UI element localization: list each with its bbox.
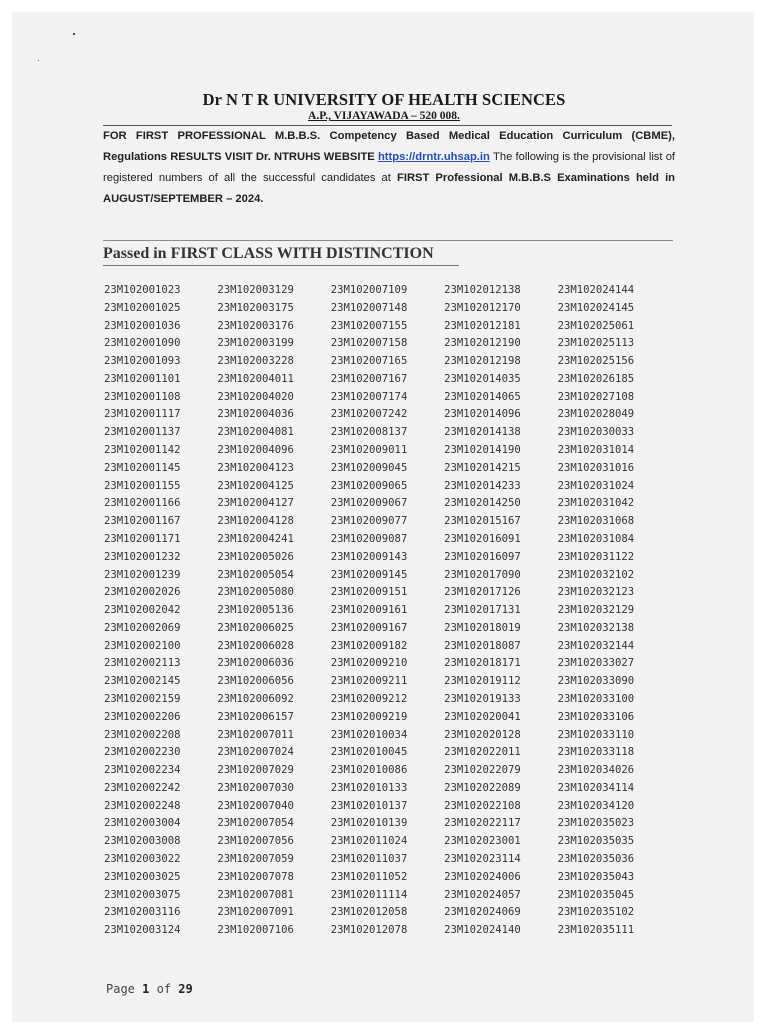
registration-number: 23M102003176 [217,319,294,332]
registration-number: 23M102003228 [217,355,294,368]
registration-number: 23M102006157 [217,710,294,723]
registration-number: 23M102003004 [104,817,181,830]
registration-number: 23M102004241 [217,532,294,545]
registration-number: 23M102033118 [557,746,635,759]
registration-number: 23M102003025 [104,870,181,883]
registration-number: 23M102032102 [557,568,635,581]
registration-number: 23M102002100 [104,639,181,652]
section-title: Passed in FIRST CLASS WITH DISTINCTION [103,245,434,262]
registration-number: 23M102035043 [557,870,635,883]
registration-number: 23M102035035 [557,835,635,848]
registration-number: 23M102001171 [104,532,181,545]
registration-number: 23M102009145 [330,568,408,581]
registration-number: 23M102001023 [104,284,181,296]
registration-number: 23M102002248 [104,799,181,812]
registration-number: 23M102009161 [330,604,408,617]
registration-number: 23M102001166 [104,497,181,510]
registration-number: 23M102011052 [330,870,408,883]
registration-number: 23M102035045 [557,888,635,901]
registration-number: 23M102008137 [330,426,408,439]
registration-number: 23M102012198 [444,355,521,368]
registration-number: 23M102009151 [330,586,408,599]
registration-number: 23M102014035 [444,372,521,385]
registration-number: 23M102035111 [557,924,635,937]
registration-number: 23M102009077 [330,515,408,528]
scan-speck [38,60,39,61]
registration-number: 23M102031016 [557,461,635,474]
registration-number: 23M102001093 [104,355,181,368]
registration-number: 23M102007106 [217,924,294,937]
registration-number: 23M102003129 [217,284,294,296]
registration-number: 23M102018171 [444,657,521,670]
registration-number: 23M102034114 [557,781,635,794]
registration-number: 23M102014233 [444,479,521,492]
registration-number: 23M102035036 [557,853,635,865]
registration-number: 23M102012190 [444,337,521,350]
registration-number: 23M102031122 [557,550,635,563]
registration-number: 23M102006028 [217,639,294,652]
intro-paragraph [103,126,675,210]
registration-number: 23M102007056 [217,835,294,848]
registration-number: 23M102010139 [330,817,408,830]
registration-number: 23M102003199 [217,337,294,350]
registration-number: 23M102018087 [444,639,521,652]
registration-number: 23M102001239 [104,568,181,581]
registration-number-grid [104,282,674,940]
registration-number: 23M102004127 [217,497,294,510]
registration-number: 23M102009065 [330,479,408,492]
registration-number: 23M102009067 [330,497,408,510]
registration-number: 23M102002230 [104,746,181,759]
registration-number: 23M102015167 [444,515,521,528]
registration-number: 23M102030033 [557,426,635,439]
registration-number: 23M102026185 [557,372,635,385]
registration-number: 23M102009219 [330,710,408,723]
registration-number: 23M102009143 [330,550,408,563]
page-footer [106,982,193,996]
registration-number: 23M102024140 [444,924,521,937]
registration-number: 23M102010137 [330,799,408,812]
registration-number: 23M102025061 [557,319,635,332]
registration-number: 23M102017126 [444,586,521,599]
registration-number: 23M102009087 [330,532,408,545]
intro-text-1: FOR FIRST PROFESSIONAL M.B.B.S. Competency Based Medical Education Curriculum (CBME), Regulations RESULTS VISIT Dr. NTRUHS WEBSITE [103,130,675,163]
registration-number: 23M102027108 [557,390,635,403]
registration-number: 23M102032123 [557,586,635,599]
registration-number: 23M102033100 [557,692,635,705]
registration-number: 23M102001108 [104,390,181,403]
registration-number: 23M102007167 [330,372,408,385]
registration-number: 23M102034026 [557,764,635,777]
registration-number: 23M102002206 [104,710,181,723]
registration-number: 23M102024144 [557,284,635,296]
registration-number: 23M102007054 [217,817,294,830]
website-link[interactable]: https://drntr.uhsap.in [377,151,490,163]
registration-number: 23M102012138 [444,284,521,296]
registration-number: 23M102020128 [444,728,521,741]
registration-number: 23M102035023 [557,817,635,830]
registration-number: 23M102005026 [217,550,294,563]
registration-number: 23M102006092 [217,692,294,705]
registration-number: 23M102031084 [557,532,635,545]
registration-number: 23M102012058 [330,906,408,919]
registration-number: 23M102002242 [104,781,181,794]
registration-number: 23M102007030 [217,781,294,794]
registration-number: 23M102022011 [444,746,521,759]
registration-number: 23M102022089 [444,781,521,794]
registration-number: 23M102014065 [444,390,521,403]
registration-number: 23M102014215 [444,461,521,474]
page-current: 1 [142,982,150,996]
registration-number: 23M102004128 [217,515,294,528]
registration-number: 23M102033110 [557,728,635,741]
registration-number: 23M102019133 [444,692,521,705]
registration-number: 23M102004011 [217,372,294,385]
registration-number: 23M102018019 [444,621,521,634]
registration-number: 23M102033106 [557,710,635,723]
registration-number: 23M102007059 [217,853,294,865]
registration-number: 23M102012170 [444,301,521,314]
registration-number: 23M102002113 [104,657,181,670]
registration-number: 23M102001142 [104,444,181,457]
registration-number: 23M102007174 [330,390,408,403]
university-address: A.P., VIJAYAWADA – 520 008. [308,110,460,122]
registration-number: 23M102010086 [330,764,408,777]
registration-number: 23M102032144 [557,639,635,652]
registration-number: 23M102007148 [330,301,408,314]
registration-number: 23M102032138 [557,621,635,634]
page-total: 29 [178,982,193,996]
registration-number: 23M102007029 [217,764,294,777]
registration-number: 23M102028049 [557,408,635,421]
registration-number: 23M102011114 [330,888,408,901]
registration-number: 23M102022117 [444,817,521,830]
registration-number: 23M102025113 [557,337,635,350]
registration-number: 23M102017131 [444,604,521,617]
registration-number: 23M102002234 [104,764,181,777]
registration-number: 23M102016091 [444,532,521,545]
registration-number: 23M102014096 [444,408,521,421]
registration-number: 23M102012078 [330,924,408,937]
registration-number: 23M102002145 [104,675,181,688]
registration-number: 23M102014190 [444,444,521,457]
registration-number: 23M102016097 [444,550,521,563]
registration-number: 23M102007081 [217,888,294,901]
registration-number: 23M102003075 [104,888,181,901]
section-title-underline [103,265,459,266]
registration-number: 23M102002069 [104,621,181,634]
registration-number: 23M102002208 [104,728,181,741]
registration-number: 23M102001036 [104,319,181,332]
registration-number: 23M102024006 [444,870,521,883]
registration-number: 23M102009011 [330,444,408,457]
registration-number: 23M102022079 [444,764,521,777]
registration-number: 23M102001137 [104,426,181,439]
registration-number: 23M102004125 [217,479,294,492]
page-of: of [156,982,172,996]
section-divider [103,240,673,241]
intro-text-2: The following is the provisional list of registered numbers of all the successful candidates at [103,151,676,184]
registration-number: 23M102010133 [330,781,408,794]
registration-number: 23M102031024 [557,479,635,492]
registration-number: 23M102035102 [557,906,635,919]
registration-number: 23M102031014 [557,444,635,457]
registration-number: 23M102003124 [104,924,181,937]
registration-number: 23M102012181 [444,319,521,332]
registration-number: 23M102009211 [330,675,408,688]
registration-number: 23M102019112 [444,675,521,688]
registration-number: 23M102007242 [330,408,408,421]
registration-number: 23M102009167 [330,621,408,634]
registration-number: 23M102007158 [330,337,408,350]
registration-number: 23M102034120 [557,799,635,812]
registration-number: 23M102004036 [217,408,294,421]
registration-number: 23M102011037 [330,853,408,865]
registration-number: 23M102023001 [444,835,521,848]
registration-number: 23M102004020 [217,390,294,403]
registration-number: 23M102002026 [104,586,181,599]
registration-number: 23M102007040 [217,799,294,812]
registration-number: 23M102004123 [217,461,294,474]
registration-number: 23M102002159 [104,692,181,705]
registration-number: 23M102010045 [330,746,408,759]
registration-number: 23M102009212 [330,692,408,705]
registration-number: 23M102007155 [330,319,408,332]
registration-number: 23M102001155 [104,479,181,492]
registration-number: 23M102033027 [557,657,635,670]
registration-number: 23M102003175 [217,301,294,314]
registration-number: 23M102001145 [104,461,181,474]
registration-number: 23M102007165 [330,355,408,368]
registration-number: 23M102004081 [217,426,294,439]
registration-number: 23M102017090 [444,568,521,581]
registration-number: 23M102007024 [217,746,294,759]
intro-text-3: FIRST Professional M.B.B.S Examinations held in AUGUST/SEPTEMBER – 2024. [103,172,676,205]
registration-number: 23M102006036 [217,657,294,670]
registration-number: 23M102004096 [217,444,294,457]
registration-number: 23M102032129 [557,604,635,617]
registration-number: 23M102005136 [217,604,294,617]
registration-number: 23M102010034 [330,728,408,741]
registration-number: 23M102031042 [557,497,635,510]
registration-number: 23M102003008 [104,835,181,848]
university-title: Dr N T R UNIVERSITY OF HEALTH SCIENCES [202,90,566,109]
registration-number: 23M102007011 [217,728,294,741]
registration-number: 23M102033090 [557,675,635,688]
registration-number: 23M102025156 [557,355,635,368]
registration-number: 23M102001025 [104,301,181,314]
registration-number: 23M102002042 [104,604,181,617]
registration-number: 23M102024057 [444,888,521,901]
registration-number: 23M102001167 [104,515,181,528]
registration-number: 23M102031068 [557,515,635,528]
registration-number: 23M102024145 [557,301,635,314]
registration-number: 23M102011024 [330,835,408,848]
registration-number: 23M102014250 [444,497,521,510]
registration-number: 23M102006056 [217,675,294,688]
registration-number: 23M102005054 [217,568,294,581]
registration-number: 23M102001232 [104,550,181,563]
registration-number: 23M102001117 [104,408,181,421]
registration-number: 23M102003022 [104,853,181,865]
registration-number: 23M102007109 [330,284,408,296]
page-label: Page [106,982,135,996]
scan-speck [73,33,75,35]
registration-number: 23M102023114 [444,853,521,865]
registration-number: 23M102003116 [104,906,181,919]
registration-number: 23M102001090 [104,337,181,350]
registration-number: 23M102007078 [217,870,294,883]
registration-number: 23M102005080 [217,586,294,599]
registration-number: 23M102020041 [444,710,521,723]
registration-number: 23M102009045 [330,461,408,474]
registration-number: 23M102024069 [444,906,521,919]
registration-number: 23M102007091 [217,906,294,919]
registration-number: 23M102009182 [330,639,408,652]
registration-number: 23M102014138 [444,426,521,439]
registration-number: 23M102006025 [217,621,294,634]
registration-number: 23M102022108 [444,799,521,812]
registration-number: 23M102001101 [104,372,181,385]
registration-number: 23M102009210 [330,657,408,670]
